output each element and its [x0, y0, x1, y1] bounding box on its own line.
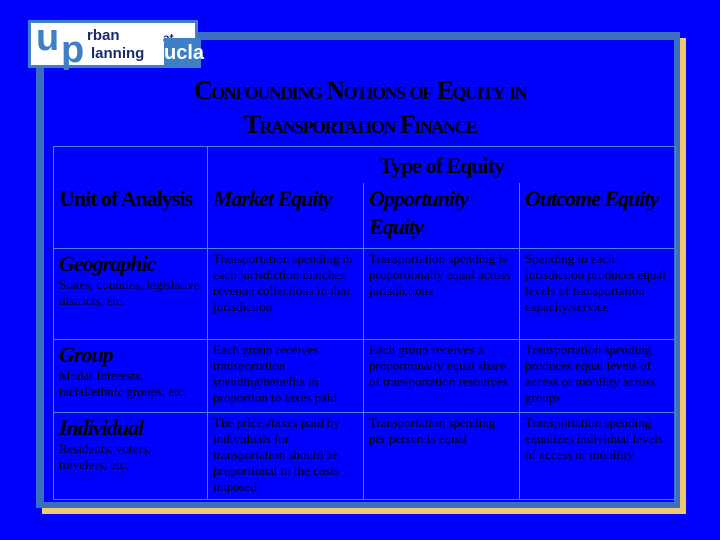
logo-letter-u: u	[36, 17, 60, 59]
slide-title	[60, 74, 660, 142]
table-row	[54, 340, 676, 413]
row-subtitle: Residents, voters, travelers, etc.	[59, 441, 152, 472]
row-header-geographic	[54, 249, 208, 340]
unit-of-analysis-header: Unit of Analysis	[54, 183, 208, 249]
table-cell: Transportation spending in each jurisdiction matches revenue collections in that jurisdiction	[208, 249, 364, 340]
column-market-equity: Market Equity	[208, 183, 364, 249]
urban-planning-ucla-logo	[28, 17, 205, 71]
column-opportunity-equity: Opportunity Equity	[364, 183, 520, 249]
table-cell: Transportation spending per person is equal	[364, 413, 520, 500]
table-cell: Transportation spending equalizes individual levels of access or mobility	[520, 413, 676, 500]
row-header-group	[54, 340, 208, 413]
table-cell: The prices/taxes paid by individuals for transportation should be proportional to the costs imposed	[208, 413, 364, 500]
table-cell: Transportation spending produces equal levels of access or mobility across groups	[520, 340, 676, 413]
type-of-equity-header: Type of Equity	[208, 147, 676, 184]
logo-urban-text: rban	[87, 27, 120, 44]
title-line-1: Confounding Notions of Equity in	[194, 76, 526, 105]
row-name: Group	[59, 342, 113, 367]
row-name: Individual	[59, 415, 144, 440]
column-outcome-equity: Outcome Equity	[520, 183, 676, 249]
logo-planning-text: lanning	[91, 45, 145, 62]
logo-ucla-badge: ucla	[164, 38, 201, 68]
equity-table	[53, 146, 676, 500]
table-cell: Each group receives a proportionally equal share of transportation resources	[364, 340, 520, 413]
title-line-2: Transportation Finance	[243, 110, 477, 139]
logo-letter-p: p	[61, 29, 85, 71]
table-cell: Transportation spending is proportionally equal across jurisdictions	[364, 249, 520, 340]
row-subtitle: States, counties, legislative districts, etc.	[59, 277, 200, 308]
row-subtitle: Modal Interests, racial/ethnic groups, etc.	[59, 368, 187, 399]
row-header-individual	[54, 413, 208, 500]
table-row	[54, 249, 676, 340]
table-cell: Spending in each jurisdiction produces equal levels of transportation capacity/service	[520, 249, 676, 340]
table-cell: Each group receives transportation spending/benefits in proportion to taxes paid	[208, 340, 364, 413]
row-name: Geographic	[59, 251, 156, 276]
table-row	[54, 413, 676, 500]
